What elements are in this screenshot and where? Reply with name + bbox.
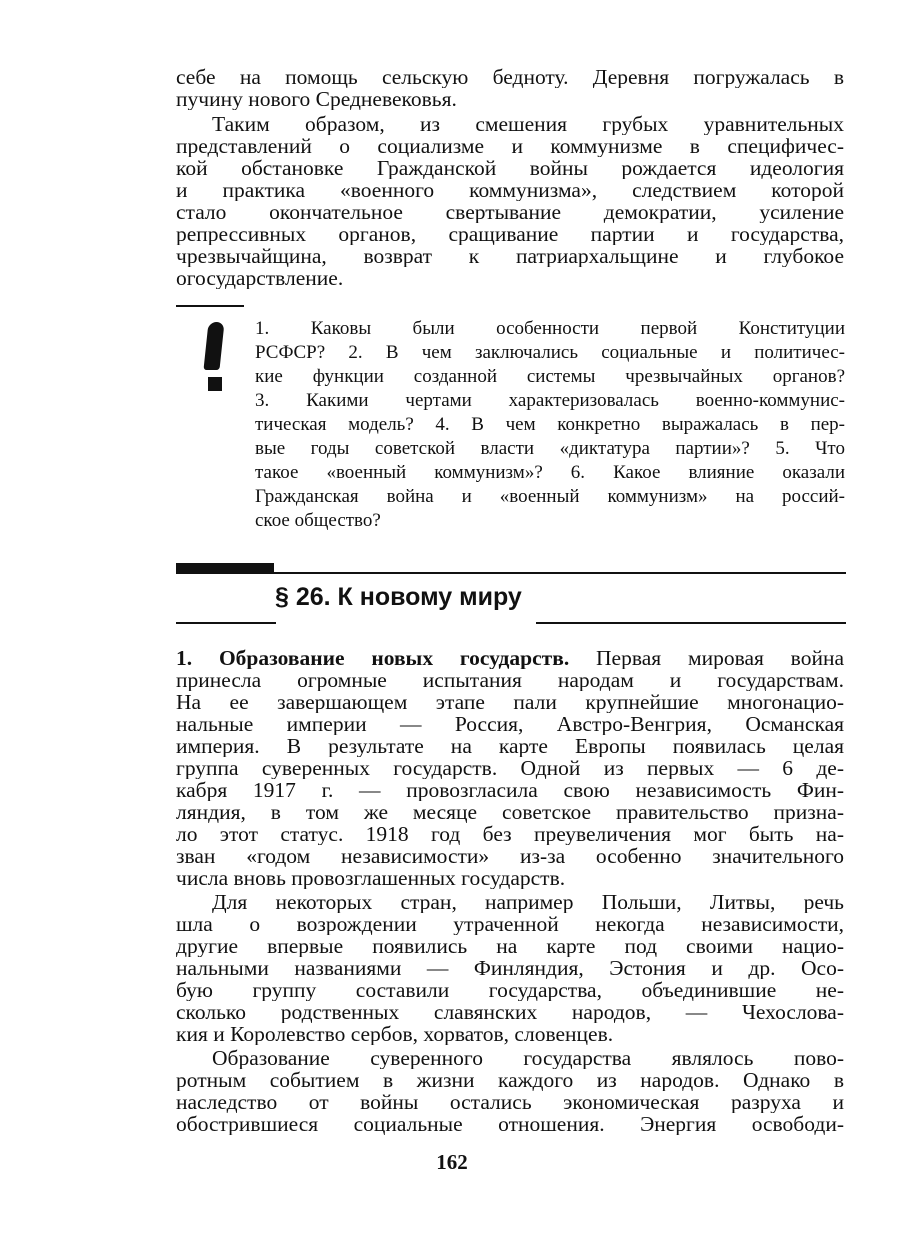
question-line: ское общество? [255, 510, 381, 531]
text-line: принесла огромные испытания народам и государствам. [176, 669, 844, 691]
text-line: ло этот статус. 1918 год без преувеличения мог быть на- [176, 823, 844, 845]
text-line: представлений о социализме и коммунизме в специфичес- [176, 135, 844, 157]
text-line: Таким образом, из смешения грубых уравнительных [212, 113, 844, 135]
question-line: 1. Каковы были особенности первой Конституции [255, 318, 845, 339]
text-line: другие впервые появились на карте под своими нацио- [176, 935, 844, 957]
text-line [176, 647, 844, 669]
text-line: ляндия, в том же месяце советское правительство призна- [176, 801, 844, 823]
text-span: Первая мировая война [569, 647, 844, 669]
divider [176, 305, 244, 307]
question-mark-icon [200, 322, 232, 394]
question-line: кие функции созданной системы чрезвычайных органов? [255, 366, 845, 387]
text-line: группа суверенных государств. Одной из первых — 6 де- [176, 757, 844, 779]
text-line: зван «годом независимости» из-за особенно значительного [176, 845, 844, 867]
text-line: нальные империи — Россия, Австро-Венгрия, Османская [176, 713, 844, 735]
divider [176, 622, 276, 624]
text-line: числа вновь провозглашенных государств. [176, 867, 566, 889]
text-line: репрессивных органов, сращивание партии и государства, [176, 223, 844, 245]
question-line: Гражданская война и «военный коммунизм» на россий- [255, 486, 845, 507]
section-title: § 26. К новому миру [275, 583, 522, 611]
text-line: огосударствление. [176, 267, 344, 289]
text-line: стало окончательное свертывание демократии, усиление [176, 201, 844, 223]
text-line: бую группу составили государства, объединившие не- [176, 979, 844, 1001]
heading-bar [176, 563, 274, 574]
text-line: обострившиеся социальные отношения. Энергия освободи- [176, 1113, 844, 1135]
text-line: кия и Королевство сербов, хорватов, словенцев. [176, 1023, 614, 1045]
text-line: сколько родственных славянских народов, — Чехослова- [176, 1001, 844, 1023]
page-number: 162 [436, 1150, 468, 1174]
text-line: пучину нового Средневековья. [176, 88, 457, 110]
text-line: себе на помощь сельскую бедноту. Деревня погружалась в [176, 66, 844, 88]
question-line: РСФСР? 2. В чем заключались социальные и политичес- [255, 342, 845, 363]
divider [274, 572, 846, 574]
question-line: такое «военный коммунизм»? 6. Какое влияние оказали [255, 462, 845, 483]
text-line: наследство от войны остались экономическая разруха и [176, 1091, 844, 1113]
subsection-title: 1. Образование новых государств. [176, 647, 570, 669]
divider [536, 622, 846, 624]
text-line: шла о возрождении утраченной некогда независимости, [176, 913, 844, 935]
question-line: вые годы советской власти «диктатура партии»? 5. Что [255, 438, 845, 459]
text-line: нальными названиями — Финляндия, Эстония и др. Осо- [176, 957, 844, 979]
text-line: империя. В результате на карте Европы появилась целая [176, 735, 844, 757]
text-line: кабря 1917 г. — провозгласила свою независимость Фин- [176, 779, 844, 801]
question-line: тическая модель? 4. В чем конкретно выражалась в пер- [255, 414, 845, 435]
text-line: Для некоторых стран, например Польши, Литвы, речь [212, 891, 844, 913]
question-line: 3. Какими чертами характеризовалась военно-коммунис- [255, 390, 845, 411]
text-line: и практика «военного коммунизма», следствием которой [176, 179, 844, 201]
text-line: На ее завершающем этапе пали крупнейшие многонацио- [176, 691, 844, 713]
text-line: кой обстановке Гражданской войны рождается идеология [176, 157, 844, 179]
text-line: ротным событием в жизни каждого из народов. Однако в [176, 1069, 844, 1091]
text-line: Образование суверенного государства являлось пово- [212, 1047, 844, 1069]
text-line: чрезвычайщина, возврат к патриархальщине и глубокое [176, 245, 844, 267]
